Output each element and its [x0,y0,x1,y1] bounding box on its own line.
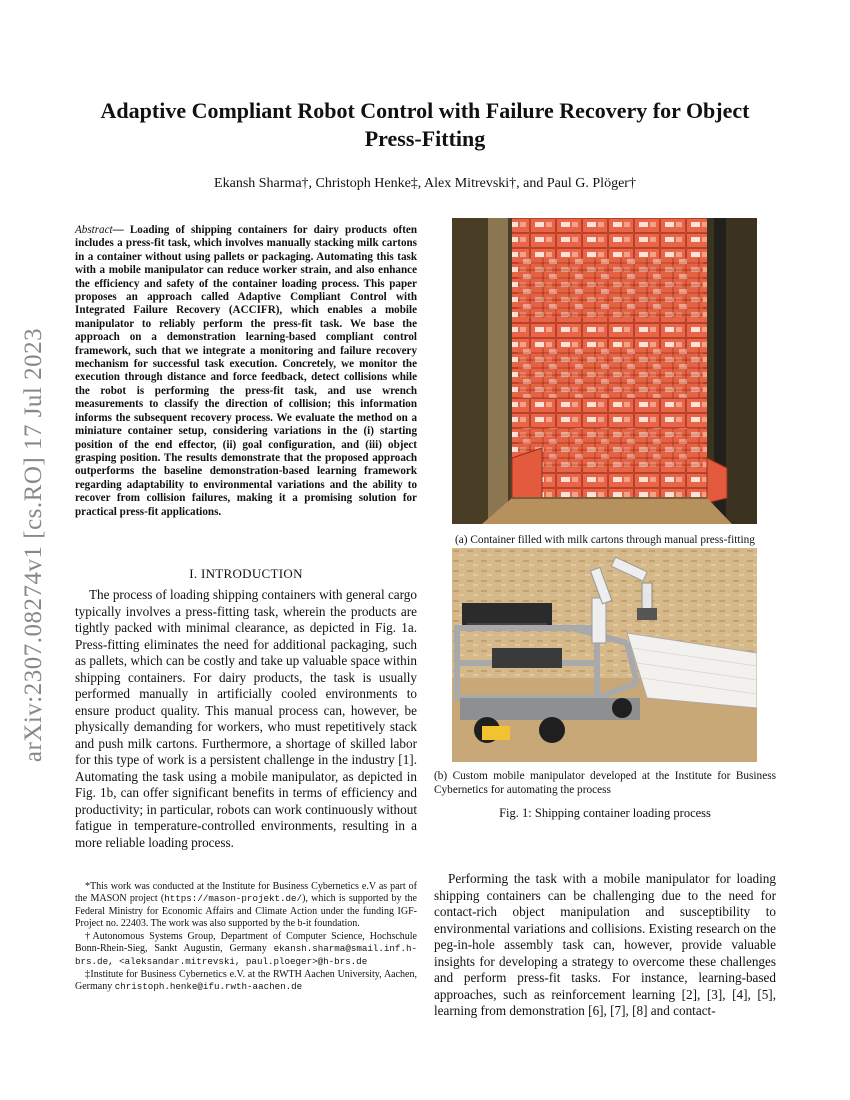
intro-paragraph: The process of loading shipping containers with general cargo typically involves a press-fitting task, wherein the products are tightly packed with minimal clearance, as depicted in Fig. 1a. Press-fitting eliminates the need for additional packaging, such as pallets, which can be costly and take up valuable space within shipping containers. For dairy products, the task is usually performed manually in artificially cooled environments to ensure product quality. This manual process can, however, be physically demanding for workers, who must repetitively stack and push milk cartons. Furthermore, a shortage of skilled labor for this type of work is a persistent challenge in the industry [1]. Automating the task using a mobile manipulator, as depicted in Fig. 1b, can offer significant benefits in terms of efficiency and productivity; in particular, robots can work continuously without fatigue in temperature-controlled environments, resulting in a more reliable loading process. [75,587,417,850]
abstract-text: — Loading of shipping containers for dairy products often includes a press-fit task, which involves manually stacking milk cartons in a container without using pallets or packaging. Automating this task with a mobile manipulator can reduce worker strain, and also enhance the efficiency and safety of the container loading process. This paper proposes an approach called Adaptive Compliant Control with Integrated Failure Recovery (ACCIFR), which enables a mobile manipulator to reliably perform the press-fit task. We base the approach on a demonstration learning-based compliant control framework, such that we integrate a monitoring and failure recovery mechanism for successful task execution. Concretely, we monitor the execution through distance and force feedback, detect collisions while the robot is performing the press-fit task, and use wrench measurements to classify the direction of collision; this information informs the subsequent recovery process. We evaluate the method on a miniature container setup, considering variations in the (i) starting position of the end effector, (ii) goal configuration, and (iii) object grasping position. The results demonstrate that the proposed approach outperforms the baseline demonstration-based learning framework regarding adaptability to environmental variations and the ability to recover from collision failures, making it a promising solution for practical press-fit applications. [75,224,417,518]
figure-1a-container-photo [452,218,757,524]
abstract-lead: Abstract [75,224,113,236]
right-paragraph: Performing the task with a mobile manipulator for loading shipping containers can be challenging due to the need for contact-rich object manipulation and susceptibility to environmental variations and collisions. Existing research on the peg-in-hole assembly task can, however, provide valuable insights for developing a strategy to overcome these challenges and perform press-fit tasks. For instance, learning-based approaches, such as reinforcement learning [2], [3], [4], [5], learning from demonstration [6], [7], [8] and contact- [434,871,776,1018]
footnote-funding-rest: ), which is supported by the Federal Ministry for Economic Affairs and Climate Action under the funding IGF-Project no. 22403. The work was also supported by the b-it foundation. [75,893,417,929]
figure-1b-caption: (b) Custom mobile manipulator developed at the Institute for Business Cybernetics for automating the process [434,770,776,796]
robot-photo-illustration [452,548,757,762]
arxiv-identifier [14,295,54,795]
paper-title: Adaptive Compliant Robot Control with Failure Recovery for Object Press-Fitting [100,98,750,151]
footnote-funding [75,881,417,930]
footnote-affiliation-ifu [75,969,417,994]
introduction-body [75,587,417,851]
footnote-affiliation-ifu-text: ‡Institute for Business Cybernetics e.V. at the RWTH Aachen University, Aachen, Germany [75,969,417,993]
ifu-email: christoph.henke@ifu.rwth-aachen.de [114,981,303,993]
figure-1a-caption: (a) Container filled with milk cartons through manual press-fitting [455,534,755,546]
footnote-affiliation-hbrs [75,931,417,968]
figure-1-caption: Fig. 1: Shipping container loading process [499,806,711,820]
hbrs-emails: ekansh.sharma@smail.inf.h-brs.de, <aleksandar.mitrevski, paul.ploeger>@h-brs.de [75,943,417,967]
abstract [75,224,417,519]
figure-1b-robot-photo [452,548,757,762]
footnote-funding-text: *This work was conducted at the Institute for Business Cybernetics e.V as part of the MASON project ( [75,881,417,905]
right-column-body [434,871,776,1020]
section-heading-introduction: I. INTRODUCTION [189,566,303,581]
author-list: Ekansh Sharma†, Christoph Henke‡, Alex Mitrevski†, and Paul G. Plöger† [214,176,636,191]
footnotes [75,881,417,995]
footnote-affiliation-hbrs-text: †Autonomous Systems Group, Department of Computer Science, Hochschule Bonn-Rhein-Sieg, Sankt Augustin, Germany [75,931,417,955]
container-photo-illustration [452,218,757,524]
mason-project-link[interactable]: https://mason-projekt.de/ [164,893,303,905]
arxiv-identifier-text: arXiv:2307.08274v1 [cs.RO] 17 Jul 2023 [20,327,47,763]
